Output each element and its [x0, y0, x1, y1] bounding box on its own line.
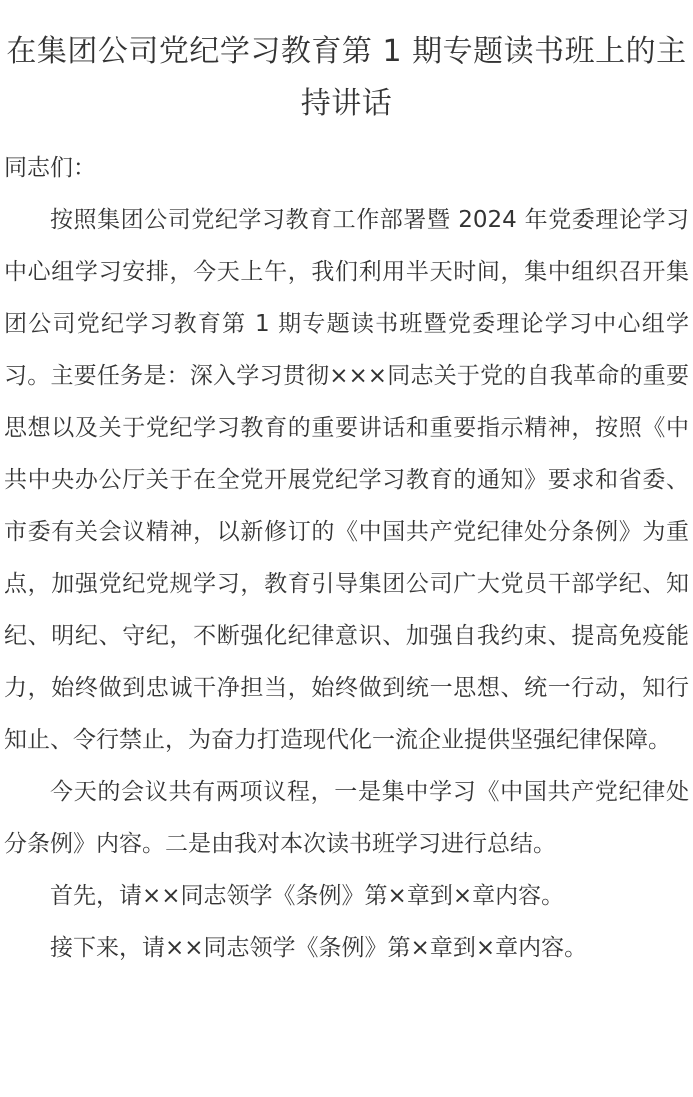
- paragraph-opening: 按照集团公司党纪学习教育工作部署暨 2024 年党委理论学习中心组学习安排，今天上午，我们利用半天时间，集中组织召开集团公司党纪学习教育第 1 期专题读书班暨党委理论学习中心组学习。主要任务是：深入学习贯彻×××同志关于党的自我革命的重要思想以及关于党纪学习教育的重要讲话和重要指示精神，按照《中共中央办公厅关于在全党开展党纪学习教育的通知》要求和省委、市委有关会议精神，以新修订的《中国共产党纪律处分条例》为重点，加强党纪党规学习，教育引导集团公司广大党员干部学纪、知纪、明纪、守纪，不断强化纪律意识、加强自我约束、提高免疫能力，始终做到忠诚干净担当，始终做到统一思想、统一行动，知行知止、令行禁止，为奋力打造现代化一流企业提供坚强纪律保障。: [4, 207, 689, 753]
- document-title: 在集团公司党纪学习教育第 1 期专题读书班上的主持讲话: [6, 34, 687, 121]
- paragraph-first-reading: 首先，请××同志领学《条例》第×章到×章内容。: [50, 883, 565, 909]
- salutation: 同志们：: [4, 155, 96, 181]
- paragraph-second-reading: 接下来，请××同志领学《条例》第×章到×章内容。: [50, 935, 588, 961]
- document-body: [4, 142, 689, 974]
- paragraph-agenda: 今天的会议共有两项议程，一是集中学习《中国共产党纪律处分条例》内容。二是由我对本次读书班学习进行总结。: [4, 779, 689, 857]
